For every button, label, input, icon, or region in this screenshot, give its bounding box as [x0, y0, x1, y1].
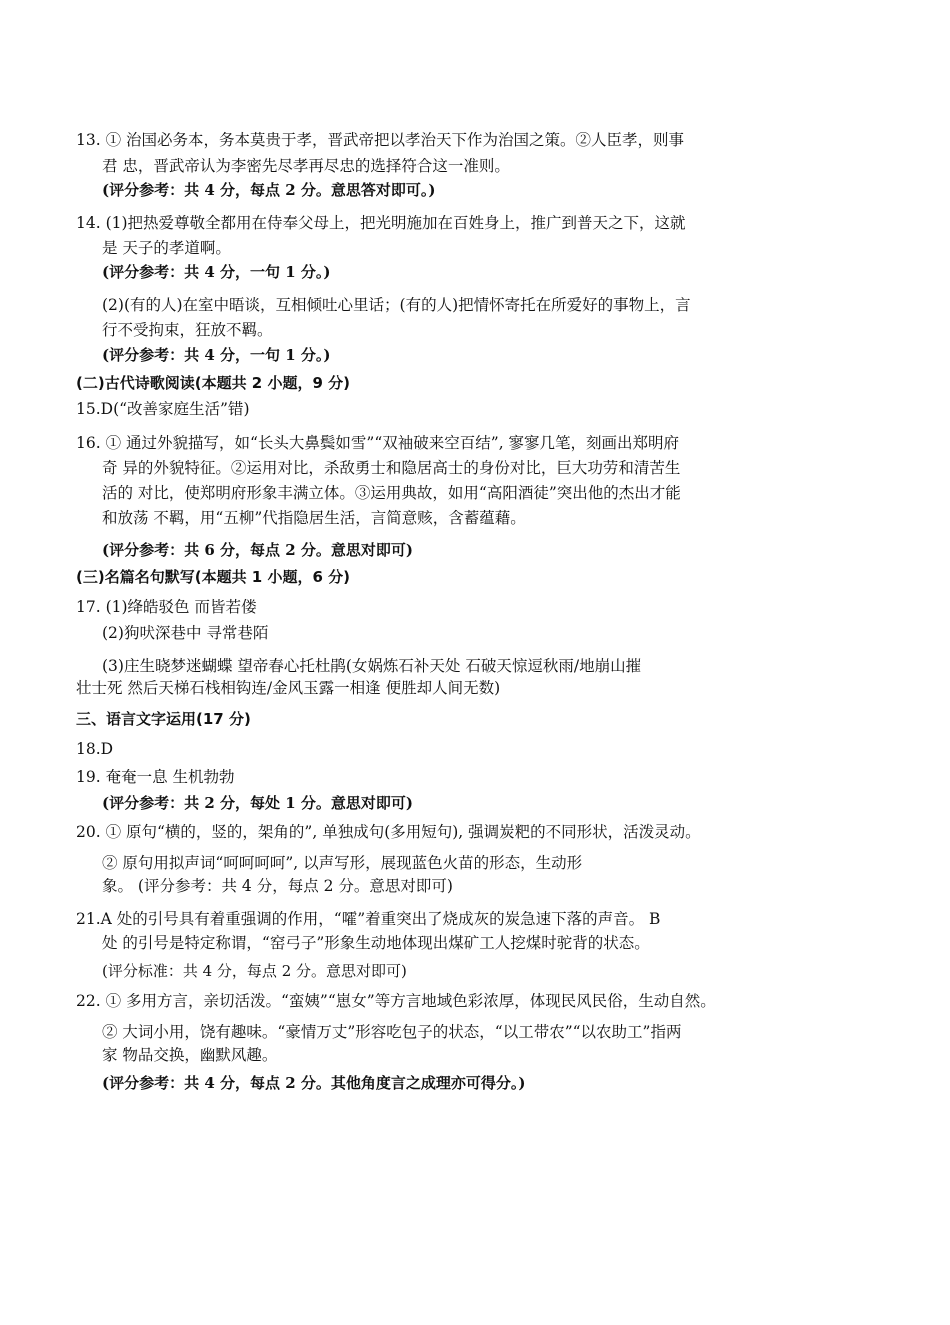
q21-line2: 处 的引号是特定称谓，“窑弓子”形象生动地体现出煤矿工人挖煤时驼背的状态。 — [102, 934, 650, 952]
q16-scoring-note: (评分参考：共 6 分，每点 2 分。意思对即可) — [102, 541, 413, 559]
q15-answer: 15.D(“改善家庭生活”错) — [76, 400, 250, 418]
q16-line2: 奇 异的外貌特征。②运用对比，杀敌勇士和隐居高士的身份对比，巨大功劳和清苦生 — [102, 459, 681, 477]
q17-3-line1: (3)庄生晓梦迷蝴蝶 望帝春心托杜鹃(女娲炼石补天处 石破天惊逗秋雨/地崩山摧 — [102, 657, 642, 675]
q13-scoring-note: (评分参考：共 4 分，每点 2 分。意思答对即可。) — [102, 181, 436, 199]
section-heading-recitation: (三)名篇名句默写(本题共 1 小题，6 分) — [76, 568, 350, 586]
q20-line3-with-note: 象。 (评分参考：共 4 分，每点 2 分。意思对即可) — [102, 877, 453, 895]
q16-line3: 活的 对比，使郑明府形象丰满立体。③运用典故，如用“高阳酒徒”突出他的杰出才能 — [102, 484, 681, 502]
q22-line1: 22. ① 多用方言，亲切活泼。“蛮姨”“崽女”等方言地域色彩浓厚，体现民风民俗，生动自然。 — [76, 992, 716, 1010]
q17-1-answer: 17. (1)绛皓驳色 而皆若偻 — [76, 598, 257, 616]
section-heading-language-use: 三、语言文字运用(17 分) — [76, 710, 251, 728]
q20-line2: ② 原句用拟声词“呵呵呵呵”, 以声写形，展现蓝色火苗的形态，生动形 — [102, 854, 583, 872]
q16-line1: 16. ① 通过外貌描写，如“长头大鼻鬓如雪”“双袖破来空百结”, 寥寥几笔，刻画出郑明府 — [76, 434, 680, 452]
q13-line1: 13. ① 治国必务本，务本莫贵于孝，晋武帝把以孝治天下作为治国之策。②人臣孝，则事 — [76, 131, 685, 149]
q20-line1: 20. ① 原句“横的，竖的，架角的”, 单独成句(多用短句), 强调炭粑的不同形状，活泼灵动。 — [76, 823, 701, 841]
q13-line2: 君 忠，晋武帝认为李密先尽孝再尽忠的选择符合这一准则。 — [102, 157, 510, 175]
q17-3-line2: 壮士死 然后天梯石栈相钩连/金风玉露一相逢 便胜却人间无数) — [76, 679, 501, 697]
q14-1-line1: 14. (1)把热爱尊敬全都用在侍奉父母上，把光明施加在百姓身上，推广到普天之下，这就 — [76, 214, 686, 232]
q21-scoring-note: (评分标准：共 4 分，每点 2 分。意思对即可) — [102, 962, 407, 980]
q14-2-line1: (2)(有的人)在室中晤谈，互相倾吐心里话；(有的人)把情怀寄托在所爱好的事物上，言 — [102, 296, 691, 314]
q14-2-scoring-note: (评分参考：共 4 分，一句 1 分。) — [102, 346, 331, 364]
q22-line3: 家 物品交换，幽默风趣。 — [102, 1046, 278, 1064]
q22-line2: ② 大词小用，饶有趣味。“豪情万丈”形容吃包子的状态，“以工带农”“以农助工”指两 — [102, 1023, 682, 1041]
q17-2-answer: (2)狗吠深巷中 寻常巷陌 — [102, 624, 269, 642]
q14-1-scoring-note: (评分参考：共 4 分，一句 1 分。) — [102, 263, 331, 281]
q19-scoring-note: (评分参考：共 2 分，每处 1 分。意思对即可) — [102, 794, 413, 812]
q14-1-line2: 是 天子的孝道啊。 — [102, 239, 231, 257]
section-heading-poetry: (二)古代诗歌阅读(本题共 2 小题，9 分) — [76, 374, 350, 392]
q19-answer: 19. 奄奄一息 生机勃勃 — [76, 768, 235, 786]
q18-answer: 18.D — [76, 740, 114, 758]
q16-line4: 和放荡 不羁，用“五柳”代指隐居生活，言简意赅，含蓄蕴藉。 — [102, 509, 526, 527]
q14-2-line2: 行不受拘束，狂放不羁。 — [102, 321, 273, 339]
q21-line1: 21.A 处的引号具有着重强调的作用，“嚯”着重突出了烧成灰的炭急速下落的声音。 B — [76, 910, 661, 928]
q22-scoring-note: (评分参考：共 4 分，每点 2 分。其他角度言之成理亦可得分。) — [102, 1074, 526, 1092]
